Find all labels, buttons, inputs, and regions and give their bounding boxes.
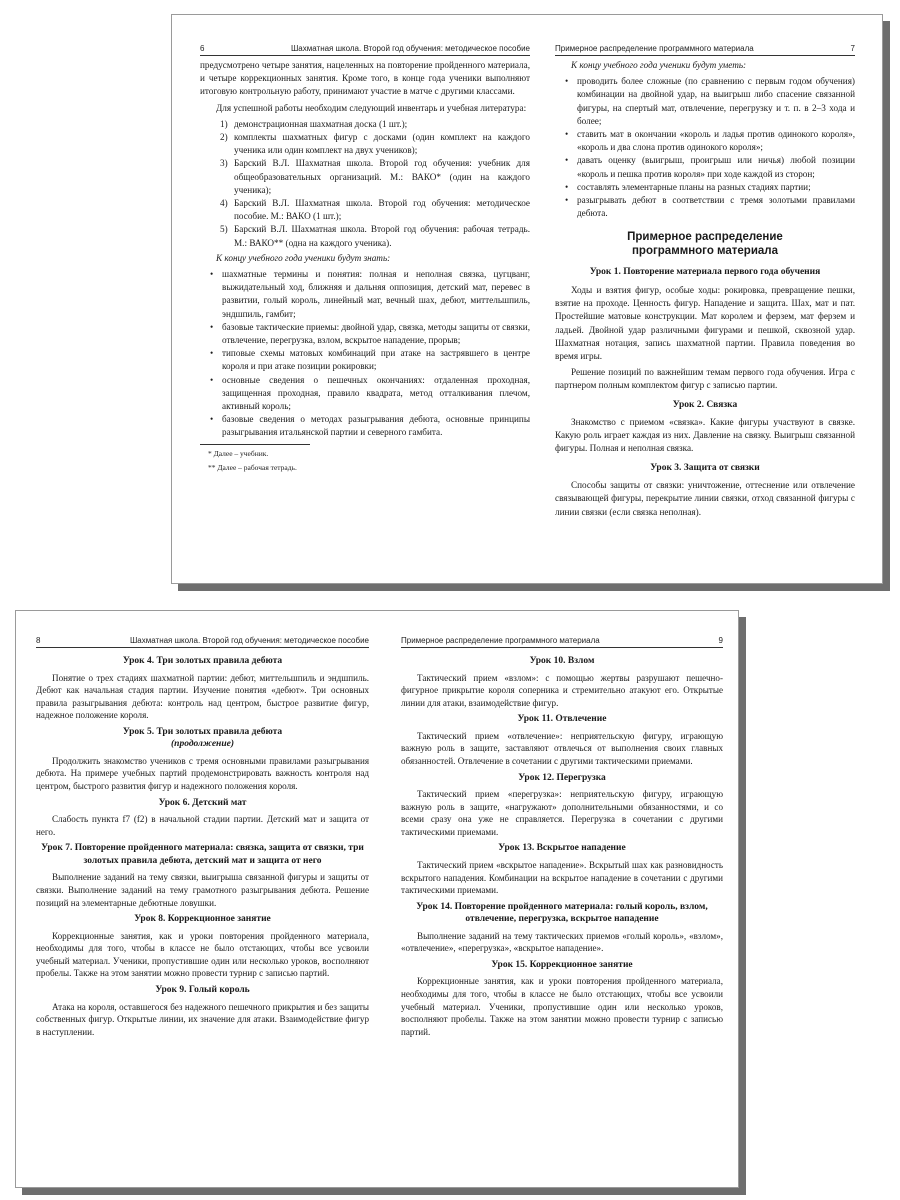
know-item: • типовые схемы матовых комбинаций при атаке на застрявшего в центре короля и при атаке позиции рокировки;: [210, 347, 530, 373]
intro-paragraph: предусмотрено четыре занятия, нацеленных на повторение пройденного материала, и четыре коррекционных занятия. Кроме того, в конце года ученики выполняют итоговую контрольную работу, принимают участие в матче с другими классами.: [200, 60, 530, 97]
footnotes: [200, 444, 310, 473]
lesson-paragraph: Решение позиций по важнейшим темам первого года обучения. Игра с партнером полным комплектом фигур с записью партии.: [555, 367, 855, 391]
page-content: [36, 651, 369, 1187]
bottom-spread: [15, 610, 739, 1188]
can-heading: К концу учебного года ученики будут уметь:: [571, 60, 747, 70]
lesson-title: Урок 1. Повторение материала первого года обучения: [589, 267, 821, 278]
lesson-paragraph: Знакомство с приемом «связка». Какие фигуры участвуют в связке. Какую роль играет каждая из них. Давление на связку. Выигрыш связанной фигуры. Полная и неполная связка.: [555, 417, 855, 454]
lesson-paragraph: Коррекционные занятия, как и уроки повторения пройденного материала, необходимы для того, чтобы в классе не было отстающих, чтобы все усвоили учебный материал. Ученики, пропустившие один или несколько уроков, восполняют пробелы. Также на этом занятии можно провести турнир с записью партий.: [36, 930, 369, 979]
page-9: [401, 611, 723, 1187]
running-title: Шахматная школа. Второй год обучения: методическое пособие: [129, 636, 369, 645]
lesson-paragraph: Продолжить знакомство учеников с тремя основными правилами разыгрывания дебюта. На примере учебных партий продемонстрировать важность контроля над центром, быстрого развития фигур и надежного положения короля.: [36, 755, 369, 792]
running-head: [200, 39, 530, 56]
page-number: 9: [718, 636, 723, 645]
running-title: Примерное распределение программного материала: [401, 636, 600, 645]
lesson-paragraph: Ходы и взятия фигур, особые ходы: рокировка, превращение пешки, взятие на проходе. Ценность фигур. Нападение и защита. Шах, мат и пат. Простейшие матовые конструкции. Мат королем и ферзем, мат ферзем и ладьей. Двойной удар различными фигурами и пешкой, сквозной удар. Шахматная нотация, запись шахматной партии. Правила поведения во время игры.: [555, 284, 855, 361]
lesson-title: Урок 5. Три золотых правила дебюта (продолжение): [122, 726, 283, 750]
top-spread: [171, 14, 883, 584]
can-item: • проводить более сложные (по сравнению с первым годом обучения) комбинации на двойной удар, на выигрыш либо спасение связанной фигуры, на спертый мат, отвлечение, перегрузку и т. п. в 2–3 хода и более;: [565, 75, 855, 128]
lesson-title: Урок 2. Связка: [672, 399, 738, 410]
lesson-paragraph: Коррекционные занятия, как и уроки повторения пройденного материала, необходимы для того, чтобы в классе не было отстающих, чтобы все усвоили учебный материал. Ученики, пропустившие один или несколько уроков, восполняют пробелы. Также на этом занятии можно провести турнир с записью партий.: [401, 976, 723, 1037]
inventory-intro: Для успешной работы необходим следующий инвентарь и учебная литература:: [216, 102, 527, 113]
lesson-title: Урок 15. Коррекционное занятие: [491, 959, 633, 970]
can-item: • составлять элементарные планы на разных стадиях партии;: [565, 181, 855, 194]
know-list: [200, 268, 530, 440]
inventory-item: 4) Барский В.Л. Шахматная школа. Второй год обучения: методическое пособие. М.: ВАКО (1 шт.);: [220, 198, 530, 222]
lesson-title: Урок 7. Повторение пройденного материала: связка, защита от связки, три золотых правила дебюта, детский мат и защита от него: [41, 843, 364, 866]
page-number: 8: [36, 636, 41, 645]
know-item: • шахматные термины и понятия: полная и неполная связка, цугцванг, выжидательный ход, ближняя и дальняя оппозиция, детский мат, перевес в развитии, голый король, линейный мат, вечный шах, дебют, миттельшпиль, эндшпиль, гамбит;: [210, 268, 530, 321]
lesson-title: Урок 12. Перегрузка: [518, 772, 606, 783]
lesson-paragraph: Тактический прием «вскрытое нападение». Вскрытый шах как разновидность вскрытого нападения. Комбинации на вскрытое нападение в сочетании с другими тактическими приемами.: [401, 859, 723, 896]
lesson-title: Урок 10. Взлом: [529, 656, 595, 666]
section-title: Примерное распределение программного материала: [627, 231, 783, 258]
can-item: • давать оценку (выигрыш, проигрыш или ничья) любой позиции «король и пешка против короля» при ходе каждой из сторон;: [565, 154, 855, 180]
inventory-item: 5) Барский В.Л. Шахматная школа. Второй год обучения: рабочая тетрадь. М.: ВАКО** (одна на каждого ученика).: [220, 224, 530, 248]
lesson-paragraph: Атака на короля, оставшегося без надежного пешечного прикрытия и без защиты собственных фигур. Открытые линии, их значение для атаки. Взаимодействие фигур в наступлении.: [36, 1001, 369, 1037]
know-item: • базовые сведения о методах разыгрывания дебюта, основные принципы разыгрывания итальянской партии и северного гамбита.: [210, 413, 530, 439]
page-content: [401, 651, 723, 1187]
lesson-paragraph: Понятие о трех стадиях шахматной партии: дебют, миттельшпиль и эндшпиль. Дебют как начальная стадия партии. Изучение понятия «дебют». Три основных правила разыгрывания дебюта: контроль над центром, быстрое развитие фигур, надежное положение короля.: [36, 672, 369, 721]
lesson-title: Урок 13. Вскрытое нападение: [498, 843, 626, 854]
know-item: • базовые тактические приемы: двойной удар, связка, методы защиты от связки, отвлечение, перегрузка, взлом, вскрытое нападение, прорыв;: [210, 321, 530, 347]
lesson-title: Урок 11. Отвлечение: [517, 714, 607, 725]
page-number: 6: [200, 44, 205, 53]
lesson-title: Урок 8. Коррекционное занятие: [134, 914, 271, 925]
lesson-title: Урок 9. Голый король: [155, 985, 250, 995]
can-list: [555, 75, 855, 220]
lesson-paragraph: Тактический прием «перегрузка»: неприятельскую фигуру, играющую важную роль в защите, «нагружают» дополнительными обязанностями, и со всеми сразу она уже не справляется. Перегрузка в сочетании с другими тактическими приемами.: [401, 789, 723, 837]
page-content: [555, 59, 855, 583]
running-title: Примерное распределение программного материала: [555, 44, 754, 53]
lesson-paragraph: Тактический прием «отвлечение»: неприятельскую фигуру, играющую важную роль в защите, заставляют отвлечься от выполнения своих главных обязанностей. Отвлечение в сочетании с другими тактическими приемами.: [401, 730, 723, 766]
lesson-paragraph: Выполнение заданий на тему тактических приемов «голый король», «взлом», «отвлечение», «перегрузка», «вскрытое нападение».: [401, 930, 723, 954]
inventory-item: 1) демонстрационная шахматная доска (1 шт.);: [220, 118, 408, 129]
lesson-paragraph: Тактический прием «взлом»: с помощью жертвы разрушают пешечно-фигурное прикрытие короля соперника и стремительно атакуют его. Открытые линии для атаки, взаимодействие фигур.: [401, 672, 723, 708]
running-head: [401, 631, 723, 648]
inventory-list: [200, 118, 530, 250]
can-item: • ставить мат в окончании «король и ладья против одинокого короля», «король и два слона против одинокого короля»;: [565, 128, 855, 154]
page-number: 7: [850, 44, 855, 53]
lesson-paragraph: Выполнение заданий на тему связки, выигрыша связанной фигуры и защиты от связки. Выполнение заданий на тему грамотного разыгрывания дебюта. Решение позиций на элементарные дебютные ловушки.: [36, 872, 369, 908]
inventory-item: 2) комплекты шахматных фигур с досками (один комплект на каждого ученика или один комплект на двух учеников);: [220, 132, 530, 156]
can-item: • разыгрывать дебют в соответствии с тремя золотыми правилами дебюта.: [565, 194, 855, 220]
inventory-item: 3) Барский В.Л. Шахматная школа. Второй год обучения: учебник для общеобразовательных организаций. М.: ВАКО* (один на каждого ученика);: [220, 158, 530, 195]
know-heading: К концу учебного года ученики будут знать:: [216, 252, 391, 263]
page-6: [200, 15, 530, 583]
page-content: [200, 59, 530, 583]
page-7: [555, 15, 855, 583]
lesson-title: Урок 14. Повторение пройденного материала: голый король, взлом, отвлечение, перегрузка, вскрытое нападение: [416, 901, 708, 925]
running-head: [555, 39, 855, 56]
lesson-paragraph: Слабость пункта f7 (f2) в начальной стадии партии. Детский мат и защита от него.: [36, 814, 369, 837]
footnote: * Далее – учебник.: [208, 448, 269, 458]
page-8: [36, 611, 369, 1187]
know-item: • основные сведения о пешечных окончаниях: отдаленная проходная, защищенная проходная, правило квадрата, метод отталкивания плечом, активный король;: [210, 374, 530, 414]
lesson-title: Урок 3. Защита от связки: [650, 462, 760, 473]
running-title: Шахматная школа. Второй год обучения: методическое пособие: [290, 44, 530, 53]
lesson-title: Урок 6. Детский мат: [158, 797, 247, 808]
running-head: [36, 631, 369, 648]
lesson-title: Урок 4. Три золотых правила дебюта: [122, 656, 283, 666]
lesson-paragraph: Способы защиты от связки: уничтожение, оттеснение или отвлечение связывающей фигуры, перекрытие линии связки, отход связанной фигуры с линии связки (если связка неполная).: [555, 480, 855, 517]
footnote: ** Далее – рабочая тетрадь.: [208, 462, 297, 472]
